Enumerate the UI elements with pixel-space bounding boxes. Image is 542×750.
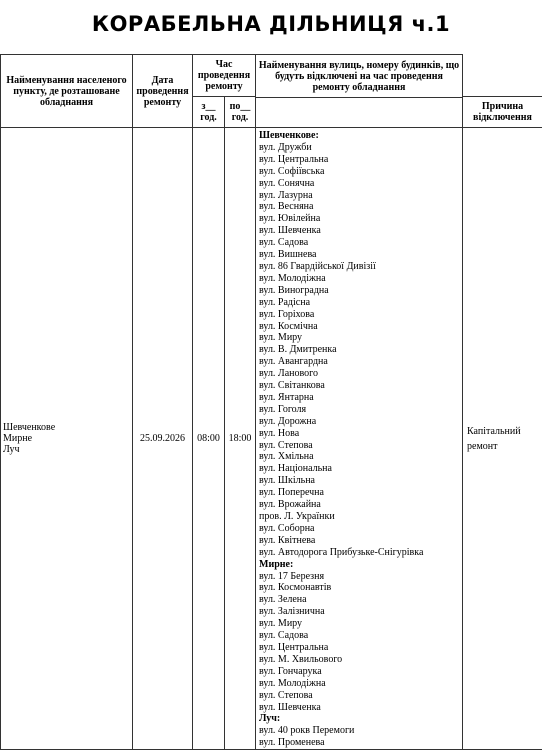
header-time-group: Час проведення ремонту: [193, 55, 256, 97]
street-item: вул. Миру: [259, 618, 459, 630]
header-streets-spacer: [256, 98, 463, 128]
street-item: вул. 40 рокв Перемоги: [259, 725, 459, 737]
header-time-to: по__ год.: [225, 97, 256, 128]
header-streets: Найменування вулиць, номеру будинків, що будуть відключені на час проведення ремонту обладнання: [256, 55, 463, 98]
street-item: пров. Л. Українки: [259, 511, 459, 523]
street-item: вул. Радісна: [259, 297, 459, 309]
location-name: Мирне: [3, 433, 130, 444]
page-title: КОРАБЕЛЬНА ДІЛЬНИЦЯ ч.1: [0, 12, 542, 36]
street-item: вул. Горіхова: [259, 309, 459, 321]
street-item: вул. 17 Березня: [259, 571, 459, 583]
street-item: вул. Дорожна: [259, 416, 459, 428]
street-item: вул. Янтарна: [259, 392, 459, 404]
street-item: вул. Лазурна: [259, 190, 459, 202]
outage-schedule-table: [0, 54, 542, 750]
street-item: вул. Софіївська: [259, 166, 459, 178]
location-name: Шевченкове: [3, 422, 130, 433]
street-item: вул. Космічна: [259, 321, 459, 333]
street-item: вул. Вишнева: [259, 249, 459, 261]
street-item: вул. Садова: [259, 237, 459, 249]
streets-cell: [256, 128, 463, 750]
street-item: вул. Хмільна: [259, 451, 459, 463]
street-item: вул. Миру: [259, 332, 459, 344]
street-item: вул. Молодіжна: [259, 273, 459, 285]
street-item: вул. Авангардна: [259, 356, 459, 368]
street-item: вул. Центральна: [259, 642, 459, 654]
street-item: вул. Гоголя: [259, 404, 459, 416]
street-item: вул. Національна: [259, 463, 459, 475]
header-blank-cell: [463, 55, 542, 97]
street-item: вул. Автодорога Прибузьке-Снігурівка: [259, 547, 459, 559]
street-item: вул. Залізнична: [259, 606, 459, 618]
street-item: вул. Центральна: [259, 154, 459, 166]
locations-cell: [1, 128, 133, 750]
header-location: Найменування населеного пункту, де розташоване обладнання: [1, 55, 133, 128]
repair-date: 25.09.2026: [133, 128, 193, 750]
street-item: вул. Весняна: [259, 201, 459, 213]
street-item: вул. Променева: [259, 737, 459, 749]
time-from: 08:00: [193, 128, 225, 750]
street-item: вул. Дружби: [259, 142, 459, 154]
street-item: вул. 86 Гвардійської Дивізії: [259, 261, 459, 273]
street-item: вул. Степова: [259, 440, 459, 452]
street-item: вул. Гончарука: [259, 666, 459, 678]
street-item: вул. Квітнева: [259, 535, 459, 547]
street-item: вул. Ювілейна: [259, 213, 459, 225]
settlement-group-heading: Шевченкове:: [259, 130, 459, 142]
street-item: вул. Світанкова: [259, 380, 459, 392]
street-item: вул. М. Хвильового: [259, 654, 459, 666]
street-item: вул. Шкільна: [259, 475, 459, 487]
street-item: вул. Ланового: [259, 368, 459, 380]
street-item: вул. Врожайна: [259, 499, 459, 511]
street-item: вул. В. Дмитренка: [259, 344, 459, 356]
street-item: вул. Зелена: [259, 594, 459, 606]
street-item: вул. Соборна: [259, 523, 459, 535]
time-to: 18:00: [225, 128, 256, 750]
street-item: вул. Сонячна: [259, 178, 459, 190]
street-item: вул. Степова: [259, 690, 459, 702]
settlement-group-heading: Луч:: [259, 713, 459, 725]
outage-reason: Капітальний ремонт: [463, 128, 542, 750]
street-item: вул. Виноградна: [259, 285, 459, 297]
street-item: вул. Молодіжна: [259, 678, 459, 690]
location-name: Луч: [3, 444, 130, 455]
header-reason: Причина відключення: [463, 97, 542, 128]
street-item: вул. Шевченка: [259, 702, 459, 714]
street-item: вул. Нова: [259, 428, 459, 440]
header-time-from: з__ год.: [193, 97, 225, 128]
header-date: Дата проведення ремонту: [133, 55, 193, 128]
street-item: вул. Космонавтів: [259, 582, 459, 594]
street-item: вул. Шевченка: [259, 225, 459, 237]
street-item: вул. Садова: [259, 630, 459, 642]
street-item: вул. Поперечна: [259, 487, 459, 499]
settlement-group-heading: Мирне:: [259, 559, 459, 571]
